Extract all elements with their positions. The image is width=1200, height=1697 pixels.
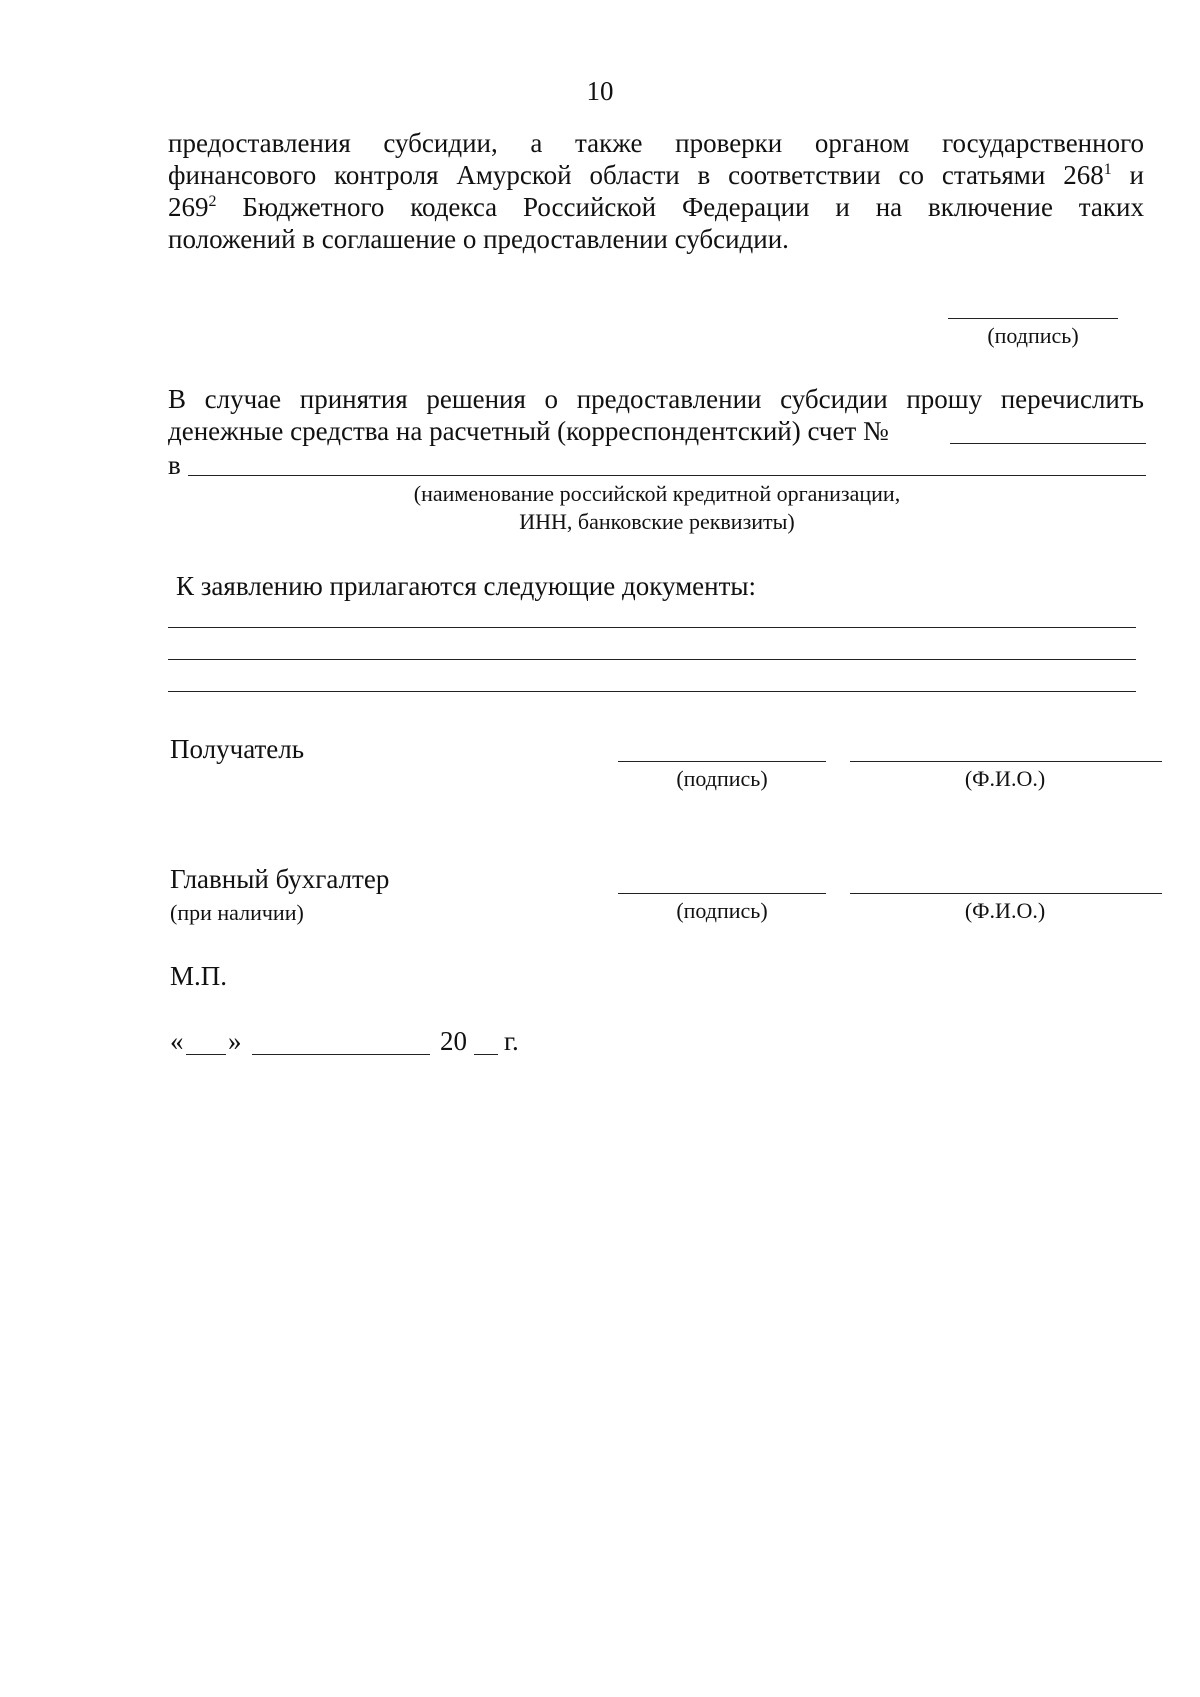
page-number: 10 — [586, 76, 614, 106]
attachment-line-1[interactable] — [168, 627, 1136, 628]
date-year-prefix: 20 — [440, 1026, 467, 1056]
intro-line-1: предоставления субсидии, а также проверки органом государственного — [168, 128, 1144, 158]
bank-caption-line-2: ИНН, банковские реквизиты) — [519, 509, 795, 534]
recipient-signature-caption: (подпись) — [676, 766, 768, 791]
recipient-signature-line[interactable] — [618, 761, 826, 762]
date-day-field[interactable] — [186, 1054, 226, 1055]
bank-name-field[interactable] — [188, 475, 1146, 476]
attachments-heading: К заявлению прилагаются следующие документы: — [176, 571, 757, 601]
chief-accountant-name-caption: (Ф.И.О.) — [964, 898, 1046, 923]
bank-prefix: в — [168, 450, 181, 480]
transfer-line-1: В случае принятия решения о предоставлении субсидии прошу перечислить — [168, 384, 1144, 414]
date-open-quote: « — [170, 1026, 184, 1056]
date-year-field[interactable] — [474, 1054, 498, 1055]
signature-line[interactable] — [948, 318, 1118, 319]
chief-accountant-label: Главный бухгалтер — [170, 864, 390, 894]
chief-accountant-signature-caption: (подпись) — [676, 898, 768, 923]
chief-accountant-name-line[interactable] — [850, 893, 1162, 894]
recipient-name-line[interactable] — [850, 761, 1162, 762]
intro-line-3: $269^2$ Бюджетного кодекса Российской Федерации и на включение таких — [168, 192, 1144, 222]
bank-caption-line-1: (наименование российской кредитной организации, — [413, 481, 901, 506]
attachment-line-3[interactable] — [168, 691, 1136, 692]
date-close-quote: » — [228, 1026, 242, 1056]
date-month-field[interactable] — [252, 1054, 430, 1055]
signature-caption: (подпись) — [987, 323, 1079, 348]
intro-line-4: положений в соглашение о предоставлении субсидии. — [168, 224, 789, 254]
transfer-line-2: денежные средства на расчетный (корреспондентский) счет № — [168, 416, 889, 446]
date-year-suffix: г. — [504, 1026, 519, 1056]
recipient-name-caption: (Ф.И.О.) — [964, 766, 1046, 791]
stamp-label: М.П. — [170, 961, 228, 991]
intro-line-2: финансового контроля Амурской области в соответствии со статьями $268^1$ и — [168, 160, 1144, 190]
attachment-line-2[interactable] — [168, 659, 1136, 660]
chief-accountant-signature-line[interactable] — [618, 893, 826, 894]
account-number-field[interactable] — [950, 443, 1146, 444]
recipient-label: Получатель — [170, 734, 305, 764]
chief-accountant-note: (при наличии) — [170, 900, 304, 925]
